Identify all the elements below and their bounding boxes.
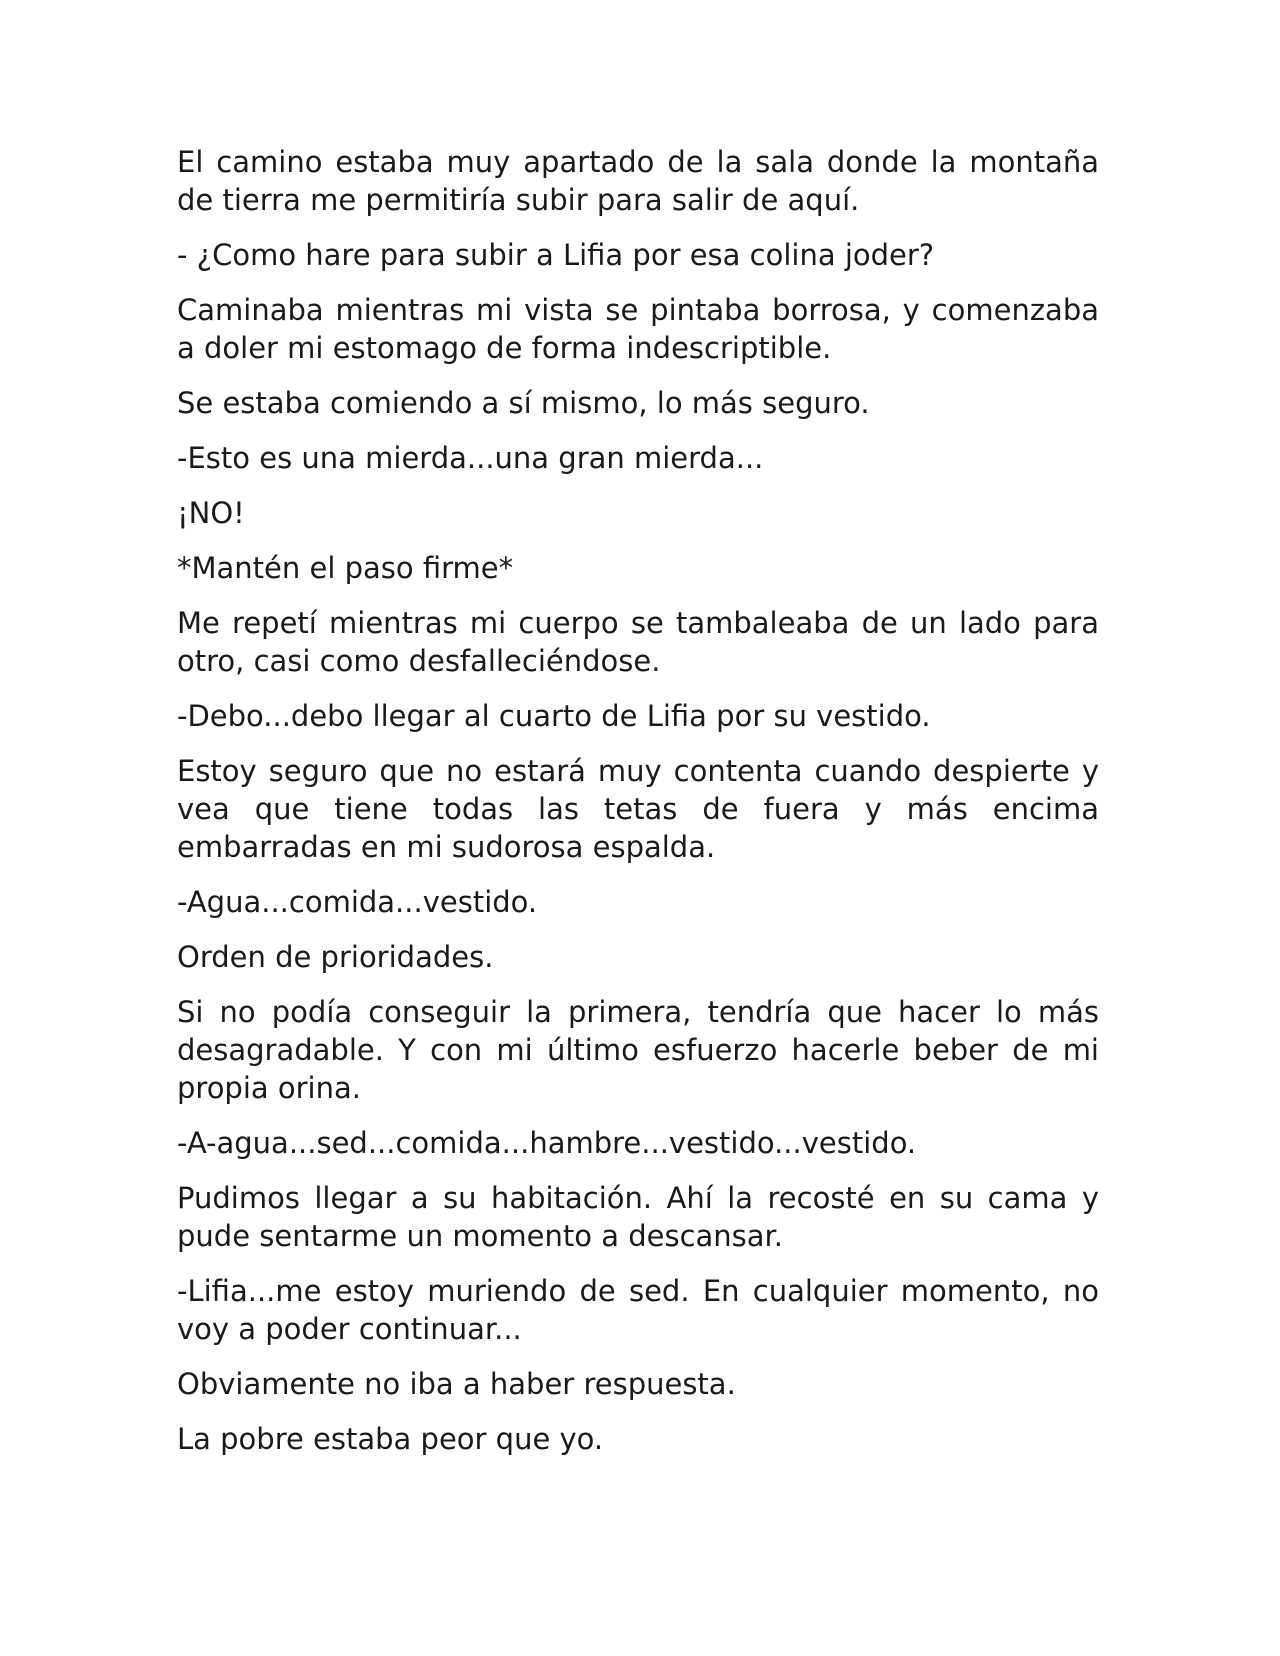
paragraph-4: Se estaba comiendo a sí mismo, lo más seguro.	[177, 386, 870, 420]
paragraph-13: Si no podía conseguir la primera, tendría que hacer lo más desagradable. Y con mi último esfuerzo hacerle beber de mi propia orina.	[177, 995, 1099, 1105]
paragraph-11: -Agua...comida...vestido.	[177, 885, 538, 919]
paragraph-10: Estoy seguro que no estará muy contenta cuando despierte y vea que tiene todas las tetas de fuera y más encima embarradas en mi sudorosa espalda.	[177, 754, 1099, 864]
paragraph-8: Me repetí mientras mi cuerpo se tambaleaba de un lado para otro, casi como desfalleciéndose.	[177, 606, 1099, 678]
paragraph-2: - ¿Como hare para subir a Lifia por esa colina joder?	[177, 238, 935, 272]
document-page	[177, 143, 1099, 1475]
paragraph-5: -Esto es una mierda...una gran mierda...	[177, 441, 764, 475]
paragraph-9: -Debo...debo llegar al cuarto de Lifia por su vestido.	[177, 699, 931, 733]
paragraph-14: -A-agua...sed...comida...hambre...vestido...vestido.	[177, 1126, 917, 1160]
paragraph-1: El camino estaba muy apartado de la sala donde la montaña de tierra me permitiría subir para salir de aquí.	[177, 145, 1099, 217]
paragraph-17: Obviamente no iba a haber respuesta.	[177, 1367, 736, 1401]
paragraph-15: Pudimos llegar a su habitación. Ahí la recosté en su cama y pude sentarme un momento a descansar.	[177, 1181, 1099, 1253]
paragraph-3: Caminaba mientras mi vista se pintaba borrosa, y comenzaba a doler mi estomago de forma indescriptible.	[177, 293, 1099, 365]
paragraph-6: ¡NO!	[177, 496, 245, 530]
paragraph-18: La pobre estaba peor que yo.	[177, 1422, 604, 1456]
paragraph-16: -Lifia...me estoy muriendo de sed. En cualquier momento, no voy a poder continuar...	[177, 1274, 1099, 1346]
paragraph-7: *Mantén el paso firme*	[177, 551, 514, 585]
paragraph-12: Orden de prioridades.	[177, 940, 494, 974]
